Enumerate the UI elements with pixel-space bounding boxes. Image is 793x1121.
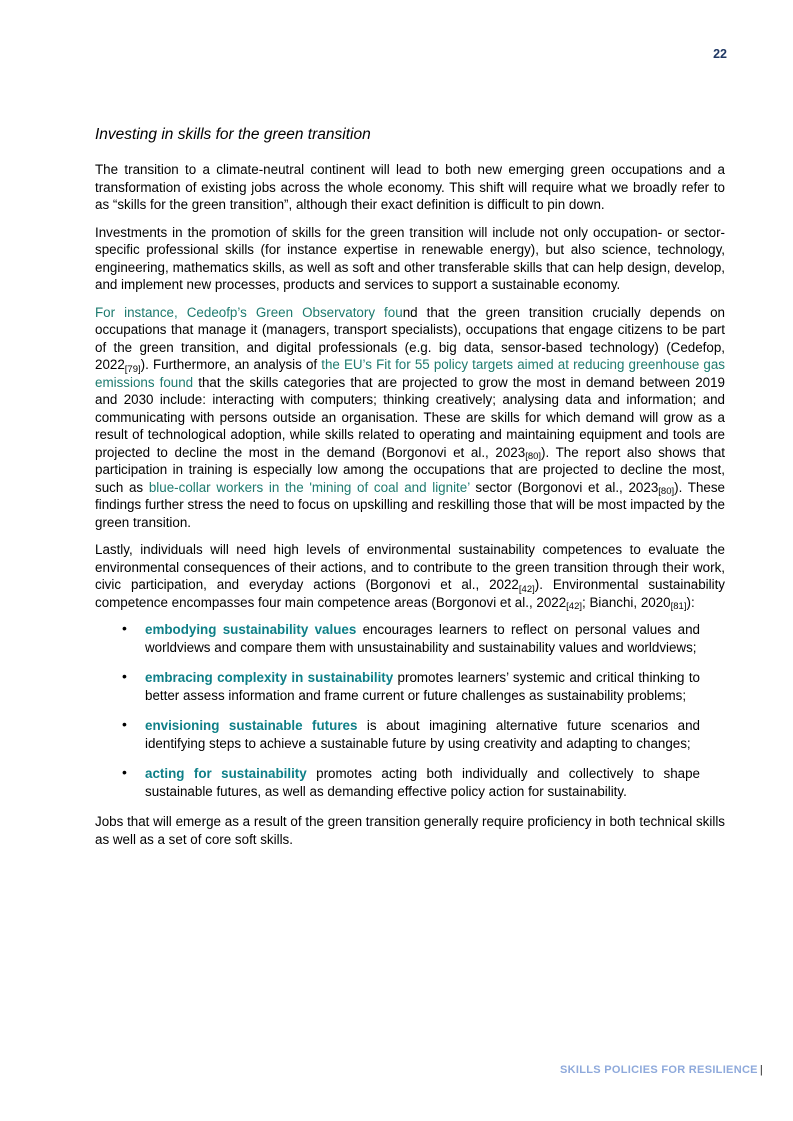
text-run: promotes acting both individually and collectively to shape sustainable futures, as well as demanding effective policy action for sustainability. <box>145 766 700 799</box>
text-run: ): <box>686 594 695 610</box>
bullet-icon: • <box>122 764 127 780</box>
bullet-icon: • <box>122 716 127 732</box>
text-run: The transition to a climate-neutral continent will lead to both new emerging green occupations and a transformation of existing jobs across the whole economy. This shift will require what we broadly refer to as “skills for the green transition”, although their exact definition is difficult to pin down. <box>95 162 725 212</box>
list-item <box>120 669 700 704</box>
list-item-text <box>145 622 700 655</box>
list-item <box>120 621 700 656</box>
citation-reference: [42] <box>518 583 535 595</box>
report-footer <box>560 1064 763 1076</box>
text-run: ). These findings further stress the need to focus on upskilling and reskilling those that will be most impacted by the green transition. <box>95 479 725 530</box>
text-run: nd that the green transition crucially depends on occupations that manage it (managers, transport specialists), occupations that engage citizens to be part of the green transition, and digital professionals (e.g. big data, sensor-based technology) (Cedefop, 2022 <box>95 304 726 372</box>
text-run: Investments in the promotion of skills for the green transition will include not only occupation- or sector-specific professional skills (for instance expertise in renewable energy), but also science, technology, engineering, mathematics skills, as well as soft and other transferable skills that can help design, develop, and implement new processes, products and services to support a sustainable economy. <box>95 224 725 292</box>
citation-reference: [80] <box>658 486 675 497</box>
paragraph <box>95 541 725 611</box>
paragraph <box>95 813 725 848</box>
paragraph <box>95 161 725 214</box>
list-item <box>120 717 700 752</box>
text-run: sector (Borgonovi et al., 2023 <box>469 479 659 495</box>
footer-separator: | <box>759 1064 763 1076</box>
inline-link[interactable]: For instance, Cedeofp’s Green Observatory fou <box>95 304 403 320</box>
bullet-icon: • <box>122 668 127 684</box>
list-item-text <box>145 766 700 799</box>
inline-link[interactable]: the EU’s Fit for 55 policy targets aimed at reducing greenhouse gas emissions found <box>95 357 725 390</box>
bullet-lead-text: embracing complexity in sustainability <box>145 670 394 685</box>
bullet-lead-text: acting for sustainability <box>145 766 307 781</box>
text-run: is about imagining alternative future scenarios and identifying steps to achieve a sustainable future by using creativity and adapting to changes; <box>145 718 700 751</box>
text-run: ; Bianchi, 2020 <box>582 594 671 610</box>
list-item <box>120 765 700 800</box>
list-item-text <box>145 718 700 751</box>
citation-reference: [79] <box>124 363 141 375</box>
inline-link[interactable]: blue-collar workers in the 'mining of coal and lignite’ <box>148 479 470 495</box>
text-run: ). Furthermore, an analysis of <box>140 357 322 372</box>
bullet-icon: • <box>122 620 127 636</box>
text-run: that the skills categories that are projected to grow the most in demand between 2019 and 2030 include: interacting with computers; thinking creatively; analysing data and information; and communicating with persons outside an organisation. These are skills for which demand will grow as a result of technological adoption, while skills related to operating and maintaining equipment and tools are projected to decline the most in the demand (Borgonovi et al., 2023 <box>95 374 726 460</box>
page-number: 22 <box>713 47 727 61</box>
citation-reference: [42] <box>566 601 583 612</box>
citation-reference: [81] <box>670 601 687 612</box>
citation-reference: [80] <box>525 451 542 462</box>
page-content <box>95 126 725 858</box>
text-run: Lastly, individuals will need high levels of environmental sustainability competences to evaluate the environmental consequences of their actions, and to contribute to the green transition through their work, civic participation, and everyday actions (Borgonovi et al., 2022 <box>95 542 725 592</box>
text-run: ). Environmental sustainability competence encompasses four main competence areas (Borgonovi et al., 2022 <box>95 577 725 610</box>
footer-title: SKILLS POLICIES FOR RESILIENCE <box>559 1064 758 1076</box>
competence-bullet-list <box>95 621 725 800</box>
text-run: encourages learners to reflect on personal values and worldviews and compare them with unsustainability and sustainability values and worldviews; <box>145 622 701 655</box>
bullet-lead-text: envisioning sustainable futures <box>145 718 358 733</box>
text-run: promotes learners’ systemic and critical thinking to better assess information and frame current or future challenges as sustainability problems; <box>145 670 701 703</box>
bullet-lead-text: embodying sustainability values <box>145 622 357 637</box>
list-item-text <box>145 670 700 703</box>
paragraph <box>95 224 725 294</box>
text-run: Jobs that will emerge as a result of the green transition generally require proficiency in both technical skills as well as a set of core soft skills. <box>95 814 725 847</box>
text-run: ). The report also shows that participation in training is especially low among the occupations that are projected to decline the most, such as <box>95 444 726 495</box>
section-heading: Investing in skills for the green transition <box>95 126 371 143</box>
paragraph <box>95 304 725 532</box>
